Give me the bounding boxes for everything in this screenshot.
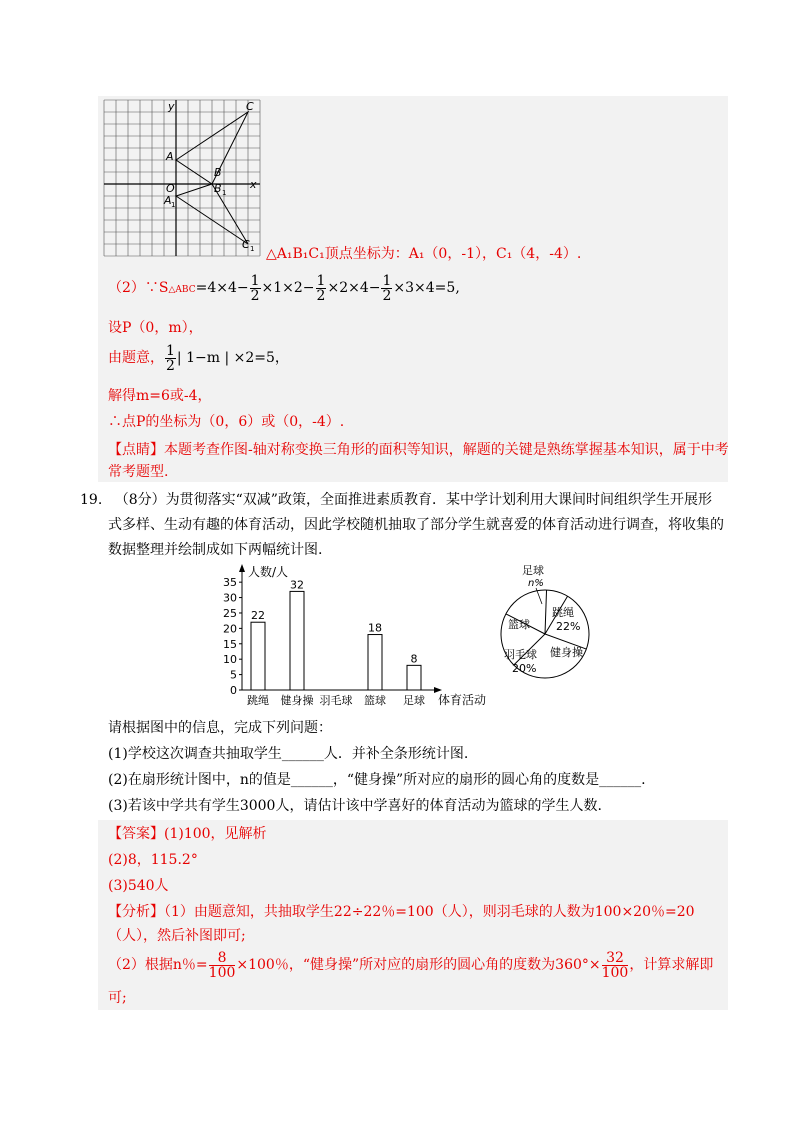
analysis-line1 — [108, 902, 695, 922]
q19-line3: 数据整理并绘制成如下两幅统计图. — [108, 542, 323, 558]
pie-value-jumprope: 22% — [556, 620, 581, 633]
fraction-8-100: $\frac{8}{100}$ — [208, 949, 236, 981]
pie-label-jumprope: 跳绳 — [552, 606, 574, 619]
given-prefix: 由题意， — [108, 350, 164, 366]
bar-1 — [290, 591, 304, 690]
area-prefix: （2）∵S — [108, 280, 169, 296]
analysis-l3-prefix: （2）根据n％= — [108, 957, 208, 973]
label-x: x — [250, 178, 257, 191]
half-fraction-1: $\frac{1}{2}$ — [250, 272, 260, 304]
label-b1: B — [214, 182, 222, 195]
pie-label-soccer: 足球 — [522, 564, 544, 577]
q19-number: 19. — [80, 492, 103, 508]
bar-data-label: 8 — [410, 652, 418, 666]
q19-sub3: (3)若该中学共有学生3000人，请估计该中学喜好的体育活动为篮球的学生人数. — [108, 798, 602, 814]
bar-y-arrow — [239, 564, 245, 572]
label-a1-sub: 1 — [171, 201, 176, 209]
bar-category-label: 健身操 — [280, 694, 314, 707]
pie-label-basketball: 篮球 — [508, 618, 530, 631]
bar-data-label: 18 — [368, 621, 382, 635]
comment-line1 — [108, 440, 729, 460]
pie-label-aerobics: 健身操 — [550, 646, 583, 659]
part1-vertices: △A₁B₁C₁顶点坐标为：A₁（0，-1），C₁（4，-4）. — [266, 246, 582, 262]
analysis-l3-suffix: ，计算求解即 — [629, 957, 714, 973]
analysis-text-1: （1）由题意知，共抽取学生22÷22％=100（人），则羽毛球的人数为100×20％=20 — [164, 904, 695, 920]
half-fraction-3: $\frac{1}{2}$ — [382, 272, 392, 304]
coordinate-grid-figure — [102, 98, 264, 258]
y-tick-label: 20 — [223, 622, 237, 636]
bar-category-label: 跳绳 — [247, 694, 269, 707]
answer-line2: (2)8，115.2° — [108, 852, 198, 868]
label-b: B — [214, 166, 222, 179]
y-tick-label: 30 — [223, 591, 237, 605]
bar-category-label: 足球 — [403, 694, 425, 707]
bar-3 — [368, 635, 382, 690]
y-tick-label: 15 — [223, 637, 237, 651]
bar-chart — [218, 560, 498, 710]
bar-category-label: 羽毛球 — [319, 694, 353, 707]
analysis-line3 — [108, 948, 713, 982]
analysis-tag: 【分析】 — [108, 904, 164, 920]
label-c1-sub: 1 — [250, 245, 255, 253]
area-eq2: ×1×2− — [261, 280, 315, 296]
area-subscript: △ABC — [168, 285, 196, 295]
point-p-conclusion: ∴点P的坐标为（0，6）或（0，-4）. — [108, 414, 345, 430]
y-tick-label: 25 — [223, 606, 237, 620]
grid-lines — [104, 100, 260, 256]
given-suffix: | 1−m | ×2=5， — [176, 350, 289, 366]
bar-0 — [251, 622, 265, 690]
label-y: y — [168, 100, 175, 113]
y-tick-label: 0 — [230, 684, 237, 697]
label-o: O — [166, 182, 175, 195]
y-tick-label: 10 — [223, 653, 237, 667]
label-c: C — [246, 100, 254, 113]
solve-m: 解得m=6或-4， — [108, 388, 212, 404]
bar-x-label: 体育活动 — [438, 693, 487, 707]
bar-4 — [407, 665, 421, 690]
half-fraction-2: $\frac{1}{2}$ — [316, 272, 326, 304]
q19-line1 — [80, 490, 712, 510]
area-eq3: ×2×4− — [327, 280, 381, 296]
label-a: A — [166, 150, 174, 163]
part2-area-formula — [108, 272, 460, 306]
analysis-line2: （人），然后补图即可; — [108, 928, 246, 944]
analysis-l3-mid: ×100％，“健身操”所对应的扇形的圆心角的度数为360°× — [236, 957, 601, 973]
q19-prompt: 请根据图中的信息，完成下列问题： — [108, 720, 332, 736]
label-c1: C — [242, 238, 250, 251]
given-equation — [108, 342, 289, 374]
answer-1: (1)100，见解析 — [164, 826, 267, 842]
answer-line1 — [108, 824, 267, 844]
set-point-p: 设P（0，m）， — [108, 320, 203, 336]
y-tick-label: 5 — [230, 668, 237, 682]
q19-line2: 式多样、生动有趣的体育活动，因此学校随机抽取了部分学生就喜爱的体育活动进行调查，将收集的 — [108, 517, 724, 533]
answer-line3: (3)540人 — [108, 878, 169, 894]
comment-tag: 【点睛】 — [108, 442, 164, 458]
pie-label-badminton: 羽毛球 — [504, 648, 537, 661]
pie-value-badminton: 20% — [512, 662, 537, 675]
bar-y-label: 人数/人 — [248, 565, 289, 579]
bar-data-label: 32 — [290, 578, 304, 592]
area-eq1: =4×4− — [195, 280, 249, 296]
bar-category-label: 篮球 — [364, 694, 386, 707]
comment-text-1: 本题考查作图-轴对称变换三角形的面积等知识，解题的关键是熟练掌握基本知识，属于中考 — [164, 442, 729, 458]
bar-data-label: 22 — [251, 609, 265, 623]
pie-chart — [490, 560, 600, 690]
pie-value-soccer: n% — [528, 578, 544, 589]
label-a1: A — [164, 194, 172, 207]
y-tick-label: 35 — [223, 576, 237, 590]
q19-text-1: （8分）为贯彻落实“双减”政策，全面推进素质教育．某中学计划利用大课间时间组织学生开展形 — [114, 492, 712, 508]
area-eq4: ×3×4=5, — [393, 280, 460, 296]
comment-line2: 常考题型. — [108, 464, 169, 480]
q19-sub1: (1)学校这次调查共抽取学生______人．并补全条形统计图. — [108, 746, 469, 762]
answer-tag: 【答案】 — [108, 826, 164, 842]
half-fraction-given: $\frac{1}{2}$ — [166, 342, 175, 374]
analysis-line4: 可; — [108, 990, 127, 1006]
label-b1-sub: 1 — [222, 189, 227, 197]
q19-sub2: (2)在扇形统计图中，n的值是______，“健身操”所对应的扇形的圆心角的度数是______. — [108, 772, 646, 788]
fraction-32-100: $\frac{32}{100}$ — [601, 949, 629, 981]
